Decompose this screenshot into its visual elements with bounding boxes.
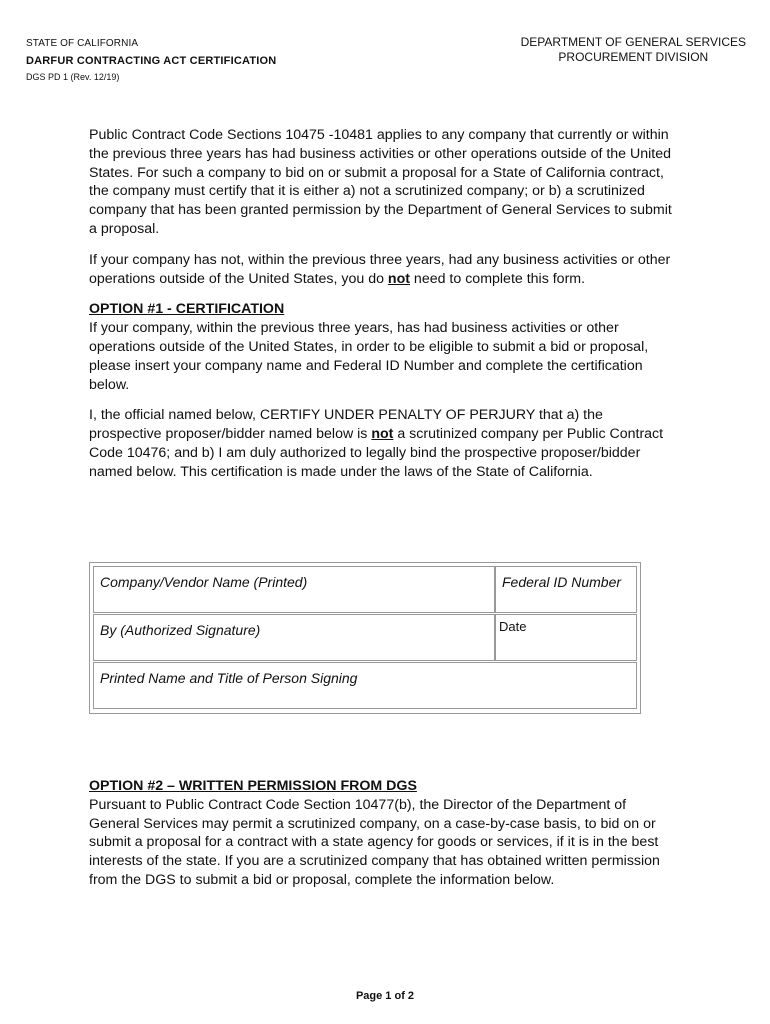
department-name: DEPARTMENT OF GENERAL SERVICES [520,35,746,49]
certify-emphasis: not [371,426,394,443]
company-name-field[interactable] [93,566,495,613]
certify-text-1: I, the official named below, CERTIFY UNDER PENALTY OF PERJURY that a) the prospective proposer/bidder named below is [89,407,603,443]
certify-paragraph [89,406,679,481]
certify-text-2: a scrutinized company per Public Contract Code 10476; and b) I am duly authorized to legally bind the prospective proposer/bidder named below. This certification is made under the laws of the State of California. [89,426,664,480]
header-right [521,35,746,65]
option1-text: If your company, within the previous three years, has had business activities or other operations outside of the United States, in order to be eligible to submit a bid or proposal, please insert your company name and Federal ID Number and complete the certification below. [89,320,649,393]
form-title: DARFUR CONTRACTING ACT CERTIFICATION [26,55,277,67]
option1-heading: OPTION #1 - CERTIFICATION [89,301,285,318]
document-body [89,126,679,494]
federal-id-label: Federal ID Number [502,574,622,590]
intro-paragraph: Public Contract Code Sections 10475 -10481 applies to any company that currently or within the previous three years has had business activities or other operations outside of the United States. For such a company to bid on or submit a proposal for a State of California contract, the company must certify that it is either a) not a scrutinized company; or b) a scrutinized company that has been granted permission by the Department of General Services to submit a proposal. [89,127,672,237]
no-need-text-1: If your company has not, within the previous three years, had any business activities or other operations outside of the United States, you do [89,251,671,287]
option2-text: Pursuant to Public Contract Code Section 10477(b), the Director of the Department of General Services may permit a scrutinized company, on a case-by-case basis, to bid on or submit a proposal for a contract with a state agency for goods or services, if it is in the best interests of the state. If you are a scrutinized company that has obtained written permission from the DGS to submit a bid or proposal, complete the information below. [89,796,660,888]
no-need-paragraph [89,251,679,289]
date-label: Date [499,619,527,634]
signature-field[interactable] [93,614,495,661]
option2-section [89,777,679,890]
federal-id-field[interactable] [495,566,637,613]
certification-form [89,562,641,714]
printed-name-label: Printed Name and Title of Person Signing [100,670,358,686]
division-name: PROCUREMENT DIVISION [558,50,709,64]
date-field[interactable] [495,614,637,661]
option1-section [89,300,679,394]
state-label: STATE OF CALIFORNIA [26,38,139,49]
no-need-emphasis: not [387,270,410,287]
form-revision: DGS PD 1 (Rev. 12/19) [26,72,120,82]
no-need-text-2: need to complete this form. [409,270,586,287]
option2-heading: OPTION #2 – WRITTEN PERMISSION FROM DGS [89,778,417,794]
company-name-label: Company/Vendor Name (Printed) [100,574,308,590]
page-number: Page 1 of 2 [355,990,415,1002]
signature-label: By (Authorized Signature) [100,622,261,638]
printed-name-field[interactable] [93,662,637,709]
header-left [26,38,276,82]
